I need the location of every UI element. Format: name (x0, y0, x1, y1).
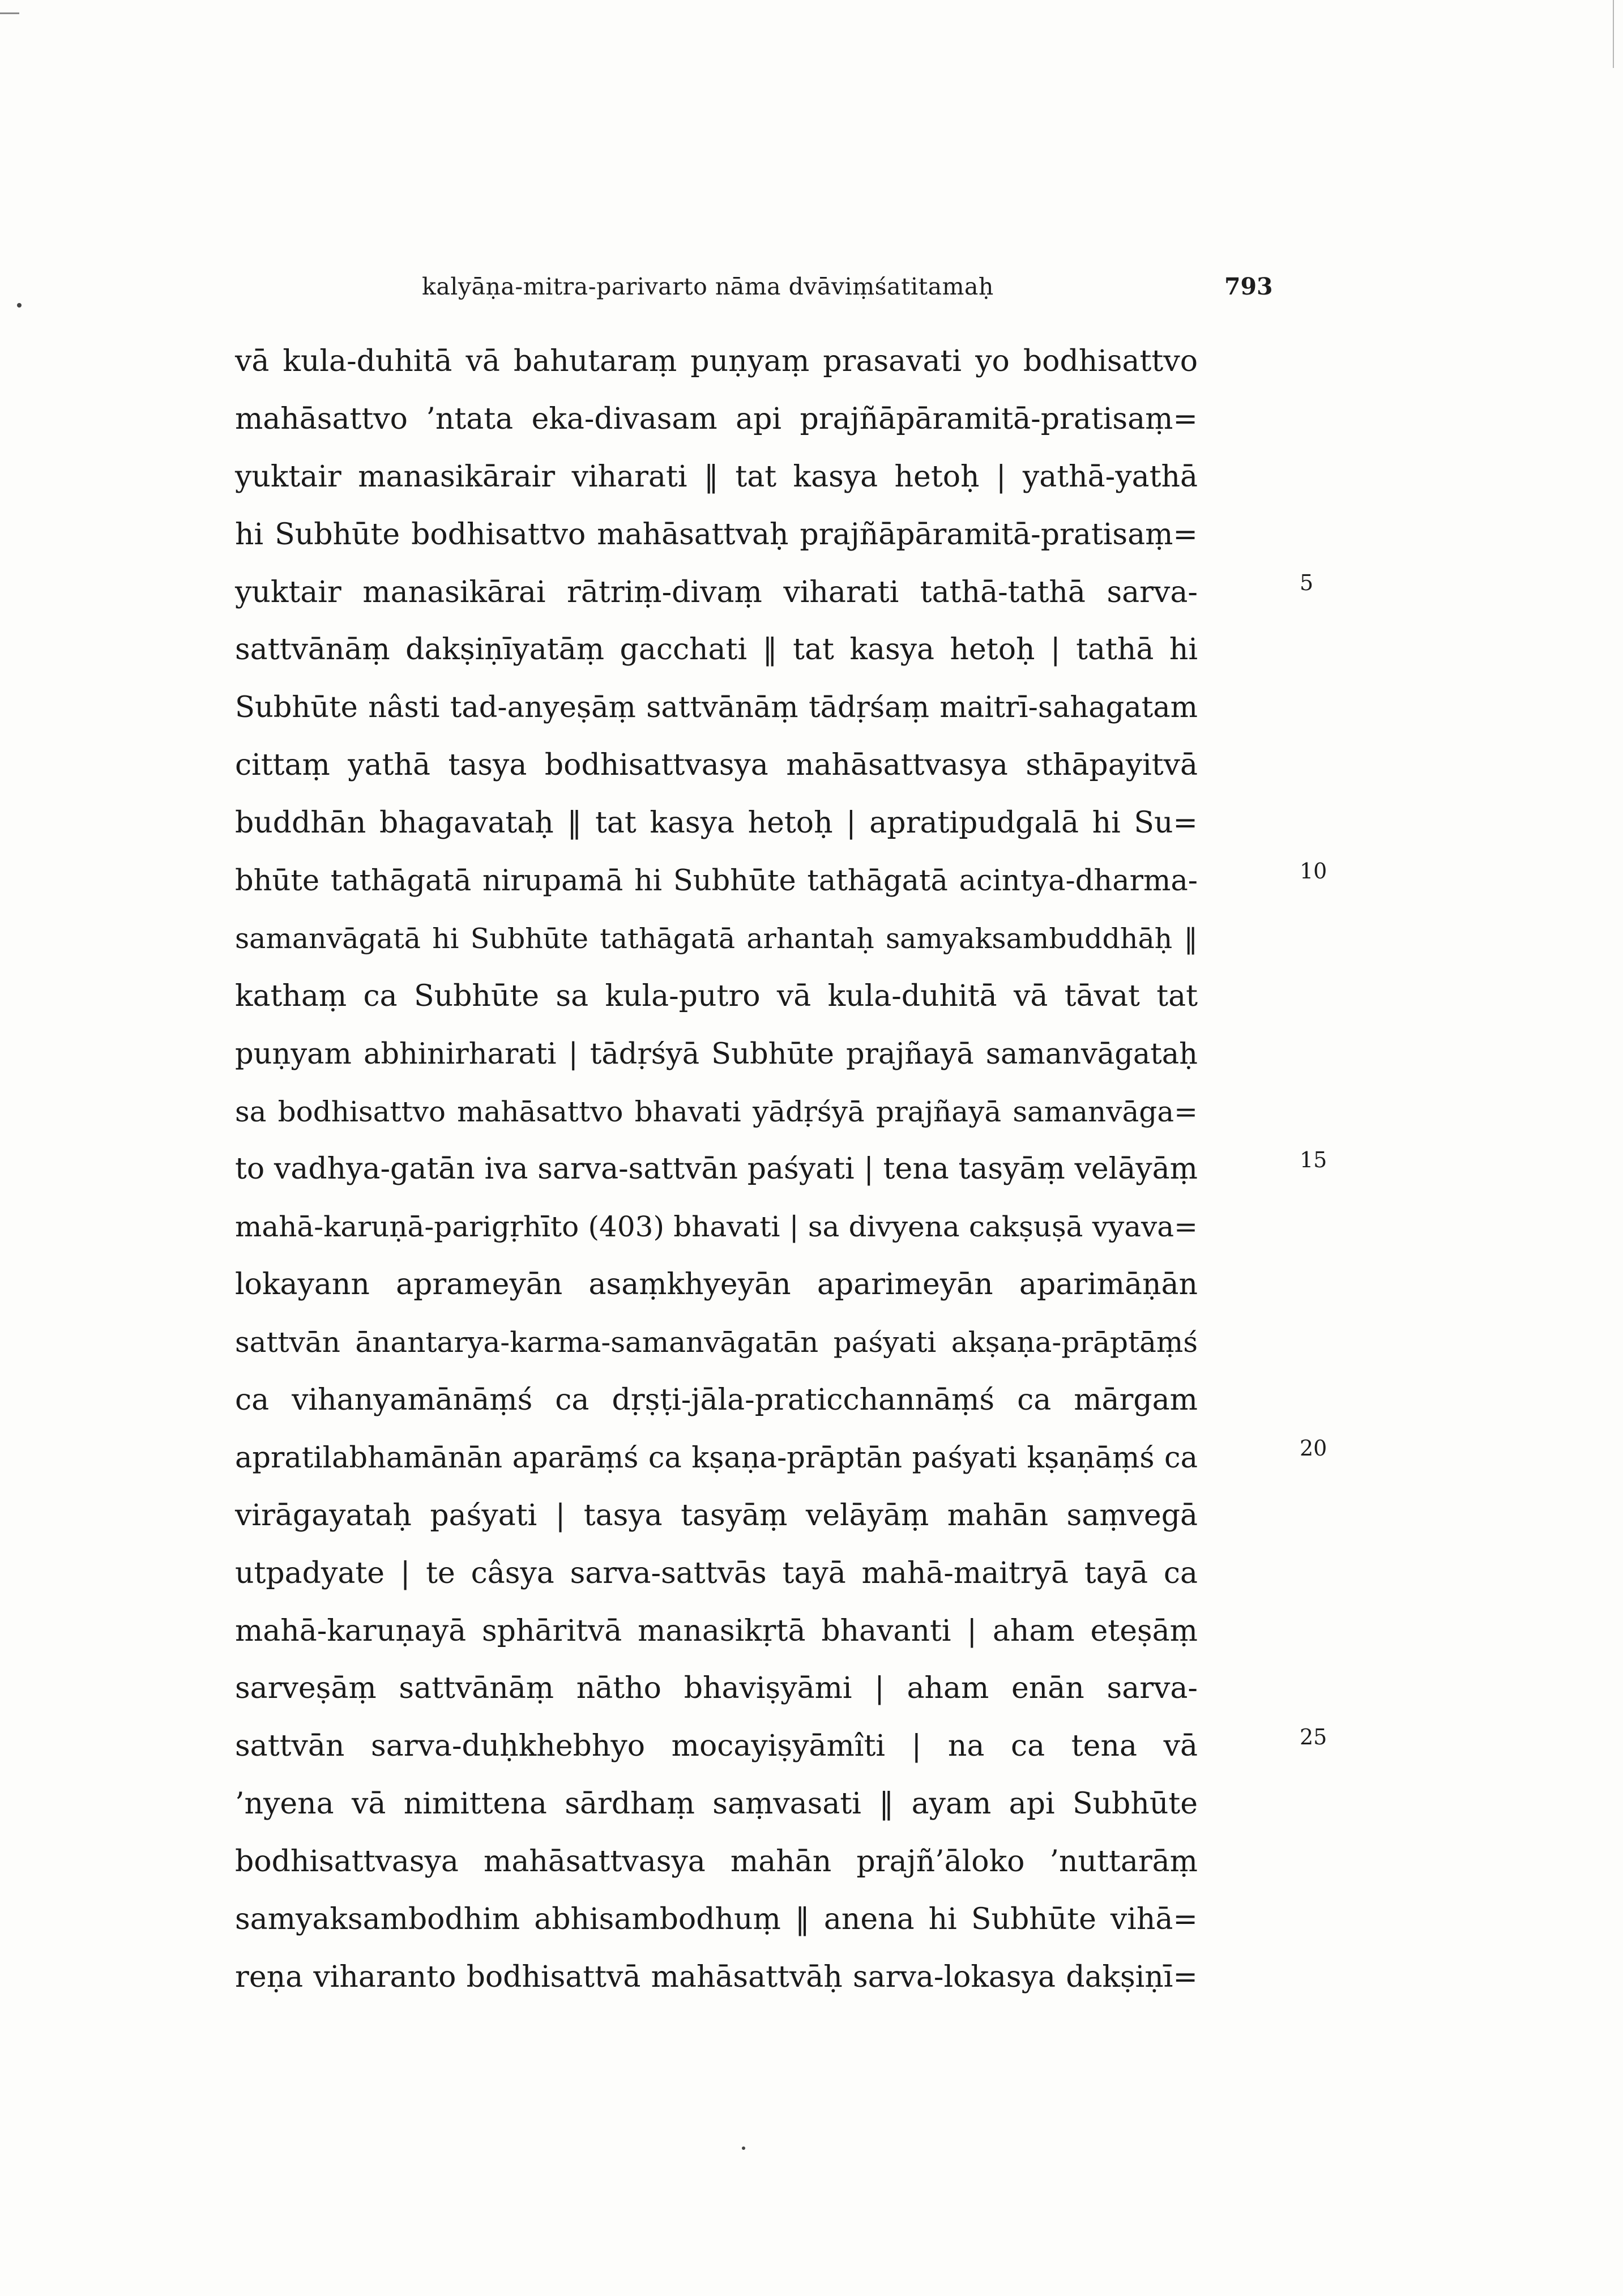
text-line: vā kula-duhitā vā bahutaraṃ puṇyaṃ prasavati yo bodhisattvo (235, 344, 1198, 378)
text-line: to vadhya-gatān iva sarva-sattvān paśyati | tena tasyāṃ velāyāṃ (235, 1152, 1198, 1187)
text-line: apratilabhamānān aparāṃś ca kṣaṇa-prāptān paśyati kṣaṇāṃś ca (235, 1441, 1198, 1475)
text-line: ’nyena vā nimittena sārdhaṃ saṃvasati ‖ ayam api Subhūte (235, 1787, 1198, 1821)
text-line: mahā-karuṇā-parigṛhīto (403) bhavati | sa divyena cakṣuṣā vyava= (235, 1210, 1198, 1244)
text-line: sattvānāṃ dakṣiṇīyatāṃ gacchati ‖ tat kasya hetoḥ | tathā hi (235, 633, 1198, 667)
page-edge-mark (0, 12, 19, 14)
line-number-5: 5 (1300, 570, 1314, 595)
text-line: bhūte tathāgatā nirupamā hi Subhūte tathāgatā acintya-dharma- (235, 864, 1198, 898)
text-line: buddhān bhagavataḥ ‖ tat kasya hetoḥ | apratipudgalā hi Su= (235, 806, 1198, 840)
line-number-20: 20 (1300, 1436, 1327, 1461)
text-line: Subhūte nâsti tad-anyeṣāṃ sattvānāṃ tādṛśaṃ maitrī-sahagatam (235, 691, 1198, 725)
text-line: reṇa viharanto bodhisattvā mahāsattvāḥ sarva-lokasya dakṣiṇī= (235, 1960, 1198, 1994)
body-text (235, 333, 1198, 2007)
text-line: sattvān ānantarya-karma-samanvāgatān paśyati akṣaṇa-prāptāṃś (235, 1326, 1198, 1359)
line-number-10: 10 (1300, 859, 1327, 884)
text-line: kathaṃ ca Subhūte sa kula-putro vā kula-duhitā vā tāvat tat (235, 979, 1198, 1013)
text-line: cittaṃ yathā tasya bodhisattvasya mahāsattvasya sthāpayitvā (235, 748, 1198, 783)
text-line: yuktair manasikārair viharati ‖ tat kasya hetoḥ | yathā-yathā (235, 459, 1198, 494)
stray-dot (17, 303, 22, 308)
text-line: ca vihanyamānāṃś ca dṛṣṭi-jāla-praticchannāṃś ca mārgam (235, 1383, 1198, 1418)
text-line: mahāsattvo ’ntata eka-divasam api prajñāpāramitā-pratisaṃ= (235, 402, 1198, 436)
line-number-25: 25 (1300, 1725, 1327, 1749)
text-line: sattvān sarva-duḥkhebhyo mocayiṣyāmîti | na ca tena vā (235, 1729, 1198, 1764)
stray-dot (742, 2146, 745, 2150)
page-number: 793 (1224, 273, 1273, 300)
text-line: yuktair manasikārai rātriṃ-divaṃ viharati tathā-tathā sarva- (235, 575, 1198, 609)
text-line: lokayann aprameyān asaṃkhyeyān aparimeyān aparimāṇān (235, 1268, 1198, 1302)
text-line: hi Subhūte bodhisattvo mahāsattvaḥ prajñāpāramitā-pratisaṃ= (235, 517, 1198, 552)
text-line: bodhisattvasya mahāsattvasya mahān prajñ’āloko ’nuttarāṃ (235, 1845, 1198, 1879)
text-line: virāgayataḥ paśyati | tasya tasyāṃ velāyāṃ mahān saṃvegā (235, 1498, 1198, 1533)
line-number-15: 15 (1300, 1147, 1327, 1172)
text-line: sarveṣāṃ sattvānāṃ nātho bhaviṣyāmi | aham enān sarva- (235, 1671, 1198, 1706)
text-line: sa bodhisattvo mahāsattvo bhavati yādṛśyā prajñayā samanvāga= (235, 1095, 1198, 1128)
text-line: utpadyate | te câsya sarva-sattvās tayā mahā-maitryā tayā ca (235, 1556, 1198, 1590)
page-edge-mark (1613, 0, 1614, 68)
text-line: puṇyam abhinirharati | tādṛśyā Subhūte prajñayā samanvāgataḥ (235, 1037, 1198, 1071)
text-line: samanvāgatā hi Subhūte tathāgatā arhantaḥ samyaksambuddhāḥ ‖ (235, 922, 1198, 955)
text-line: mahā-karuṇayā sphāritvā manasikṛtā bhavanti | aham eteṣāṃ (235, 1614, 1198, 1648)
running-header-title: kalyāṇa-mitra-parivarto nāma dvāviṃśatitamaḥ (422, 273, 994, 300)
text-line: samyaksambodhim abhisambodhuṃ ‖ anena hi Subhūte vihā= (235, 1902, 1198, 1937)
